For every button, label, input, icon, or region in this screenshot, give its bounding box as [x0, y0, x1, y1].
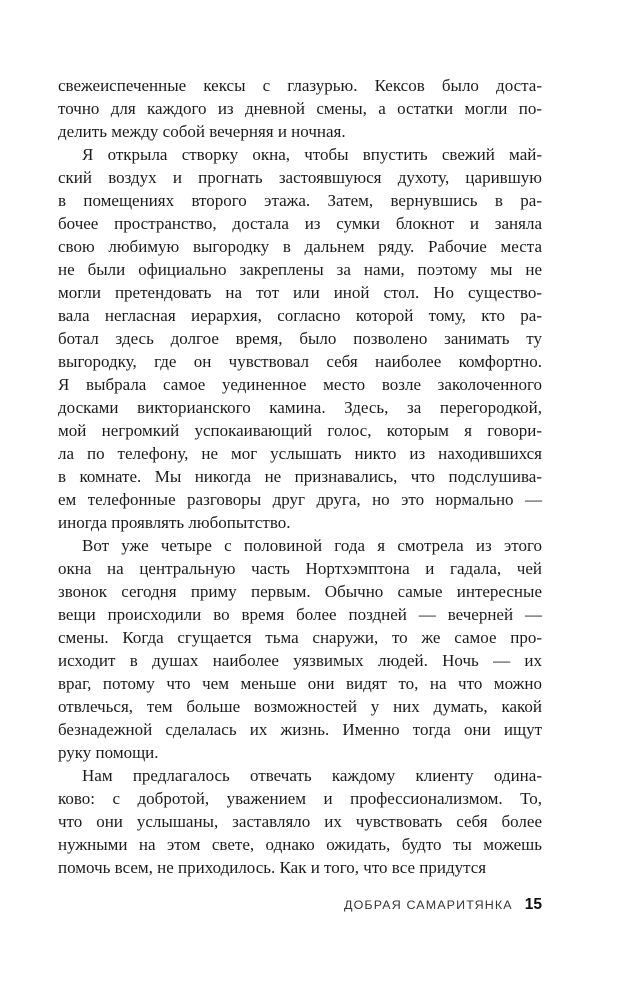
text-line: иногда проявлять любопытство. — [58, 513, 291, 532]
text-line: выгородку, где он чувствовал себя наиболее комфортно. — [58, 352, 542, 371]
paragraph — [58, 74, 542, 143]
text-line: Вот уже четыре с половиной года я смотрела из этого — [82, 536, 542, 555]
text-line: могли претендовать на тот или иной стол. Но существо- — [58, 283, 542, 302]
text-line: в помещениях второго этажа. Затем, вернувшись в ра- — [58, 191, 542, 210]
text-line: делить между собой вечерняя и ночная. — [58, 122, 346, 141]
paragraph — [58, 764, 542, 879]
text-line: свою любимую выгородку в дальнем ряду. Рабочие места — [58, 237, 542, 256]
paragraph — [58, 143, 542, 534]
text-line: смены. Когда сгущается тьма снаружи, то же самое про- — [58, 628, 542, 647]
text-line: мой негромкий успокаивающий голос, которым я говори- — [58, 421, 542, 440]
text-line: безнадежной сделалась их жизнь. Именно тогда они ищут — [58, 720, 542, 739]
text-line: ский воздух и прогнать застоявшуюся духоту, царившую — [58, 168, 542, 187]
text-line: ем телефонные разговоры друг друга, но это нормально — — [58, 490, 542, 509]
page-text-block — [58, 74, 542, 879]
text-line: отвлечься, тем больше возможностей у них думать, какой — [58, 697, 542, 716]
text-line: руку помощи. — [58, 743, 159, 762]
text-line: вещи происходили во время более поздней — вечерней — — [58, 605, 542, 624]
text-line: бочее пространство, достала из сумки блокнот и заняла — [58, 214, 542, 233]
paragraph — [58, 534, 542, 764]
text-line: враг, потому что чем меньше они видят то, на что можно — [58, 674, 542, 693]
text-line: ла по телефону, не мог услышать никто из находившихся — [58, 444, 542, 463]
text-line: досками викторианского камина. Здесь, за перегородкой, — [58, 398, 542, 417]
text-line: не были официально закреплены за нами, поэтому мы не — [58, 260, 542, 279]
text-line: звонок сегодня приму первым. Обычно самые интересные — [58, 582, 542, 601]
text-line: помочь всем, не приходилось. Как и того, что все придутся — [58, 858, 487, 877]
text-line: свежеиспеченные кексы с глазурью. Кексов было доста- — [58, 76, 542, 95]
page-footer — [58, 896, 542, 914]
text-line: ково: с добротой, уважением и профессионализмом. То, — [58, 789, 542, 808]
text-line: Нам предлагалось отвечать каждому клиенту одина- — [82, 766, 542, 785]
text-line: ботал здесь долгое время, было позволено занимать ту — [58, 329, 542, 348]
running-title: ДОБРАЯ САМАРИТЯНКА — [344, 898, 513, 912]
text-line: исходит в душах наиболее уязвимых людей. Ночь — их — [58, 651, 542, 670]
text-line: точно для каждого из дневной смены, а остатки могли по- — [58, 99, 542, 118]
text-line: в комнате. Мы никогда не признавались, что подслушива- — [58, 467, 542, 486]
text-line: вала негласная иерархия, согласно которой тому, кто ра- — [58, 306, 542, 325]
text-line: окна на центральную часть Нортхэмптона и гадала, чей — [58, 559, 542, 578]
text-line: Я выбрала самое уединенное место возле заколоченного — [58, 375, 542, 394]
text-line: нужными на этом свете, однако ожидать, будто ты можешь — [58, 835, 542, 854]
text-line: что они услышаны, заставляло их чувствовать себя более — [58, 812, 542, 831]
page-number: 15 — [524, 896, 542, 913]
text-line: Я открыла створку окна, чтобы впустить свежий май- — [82, 145, 542, 164]
